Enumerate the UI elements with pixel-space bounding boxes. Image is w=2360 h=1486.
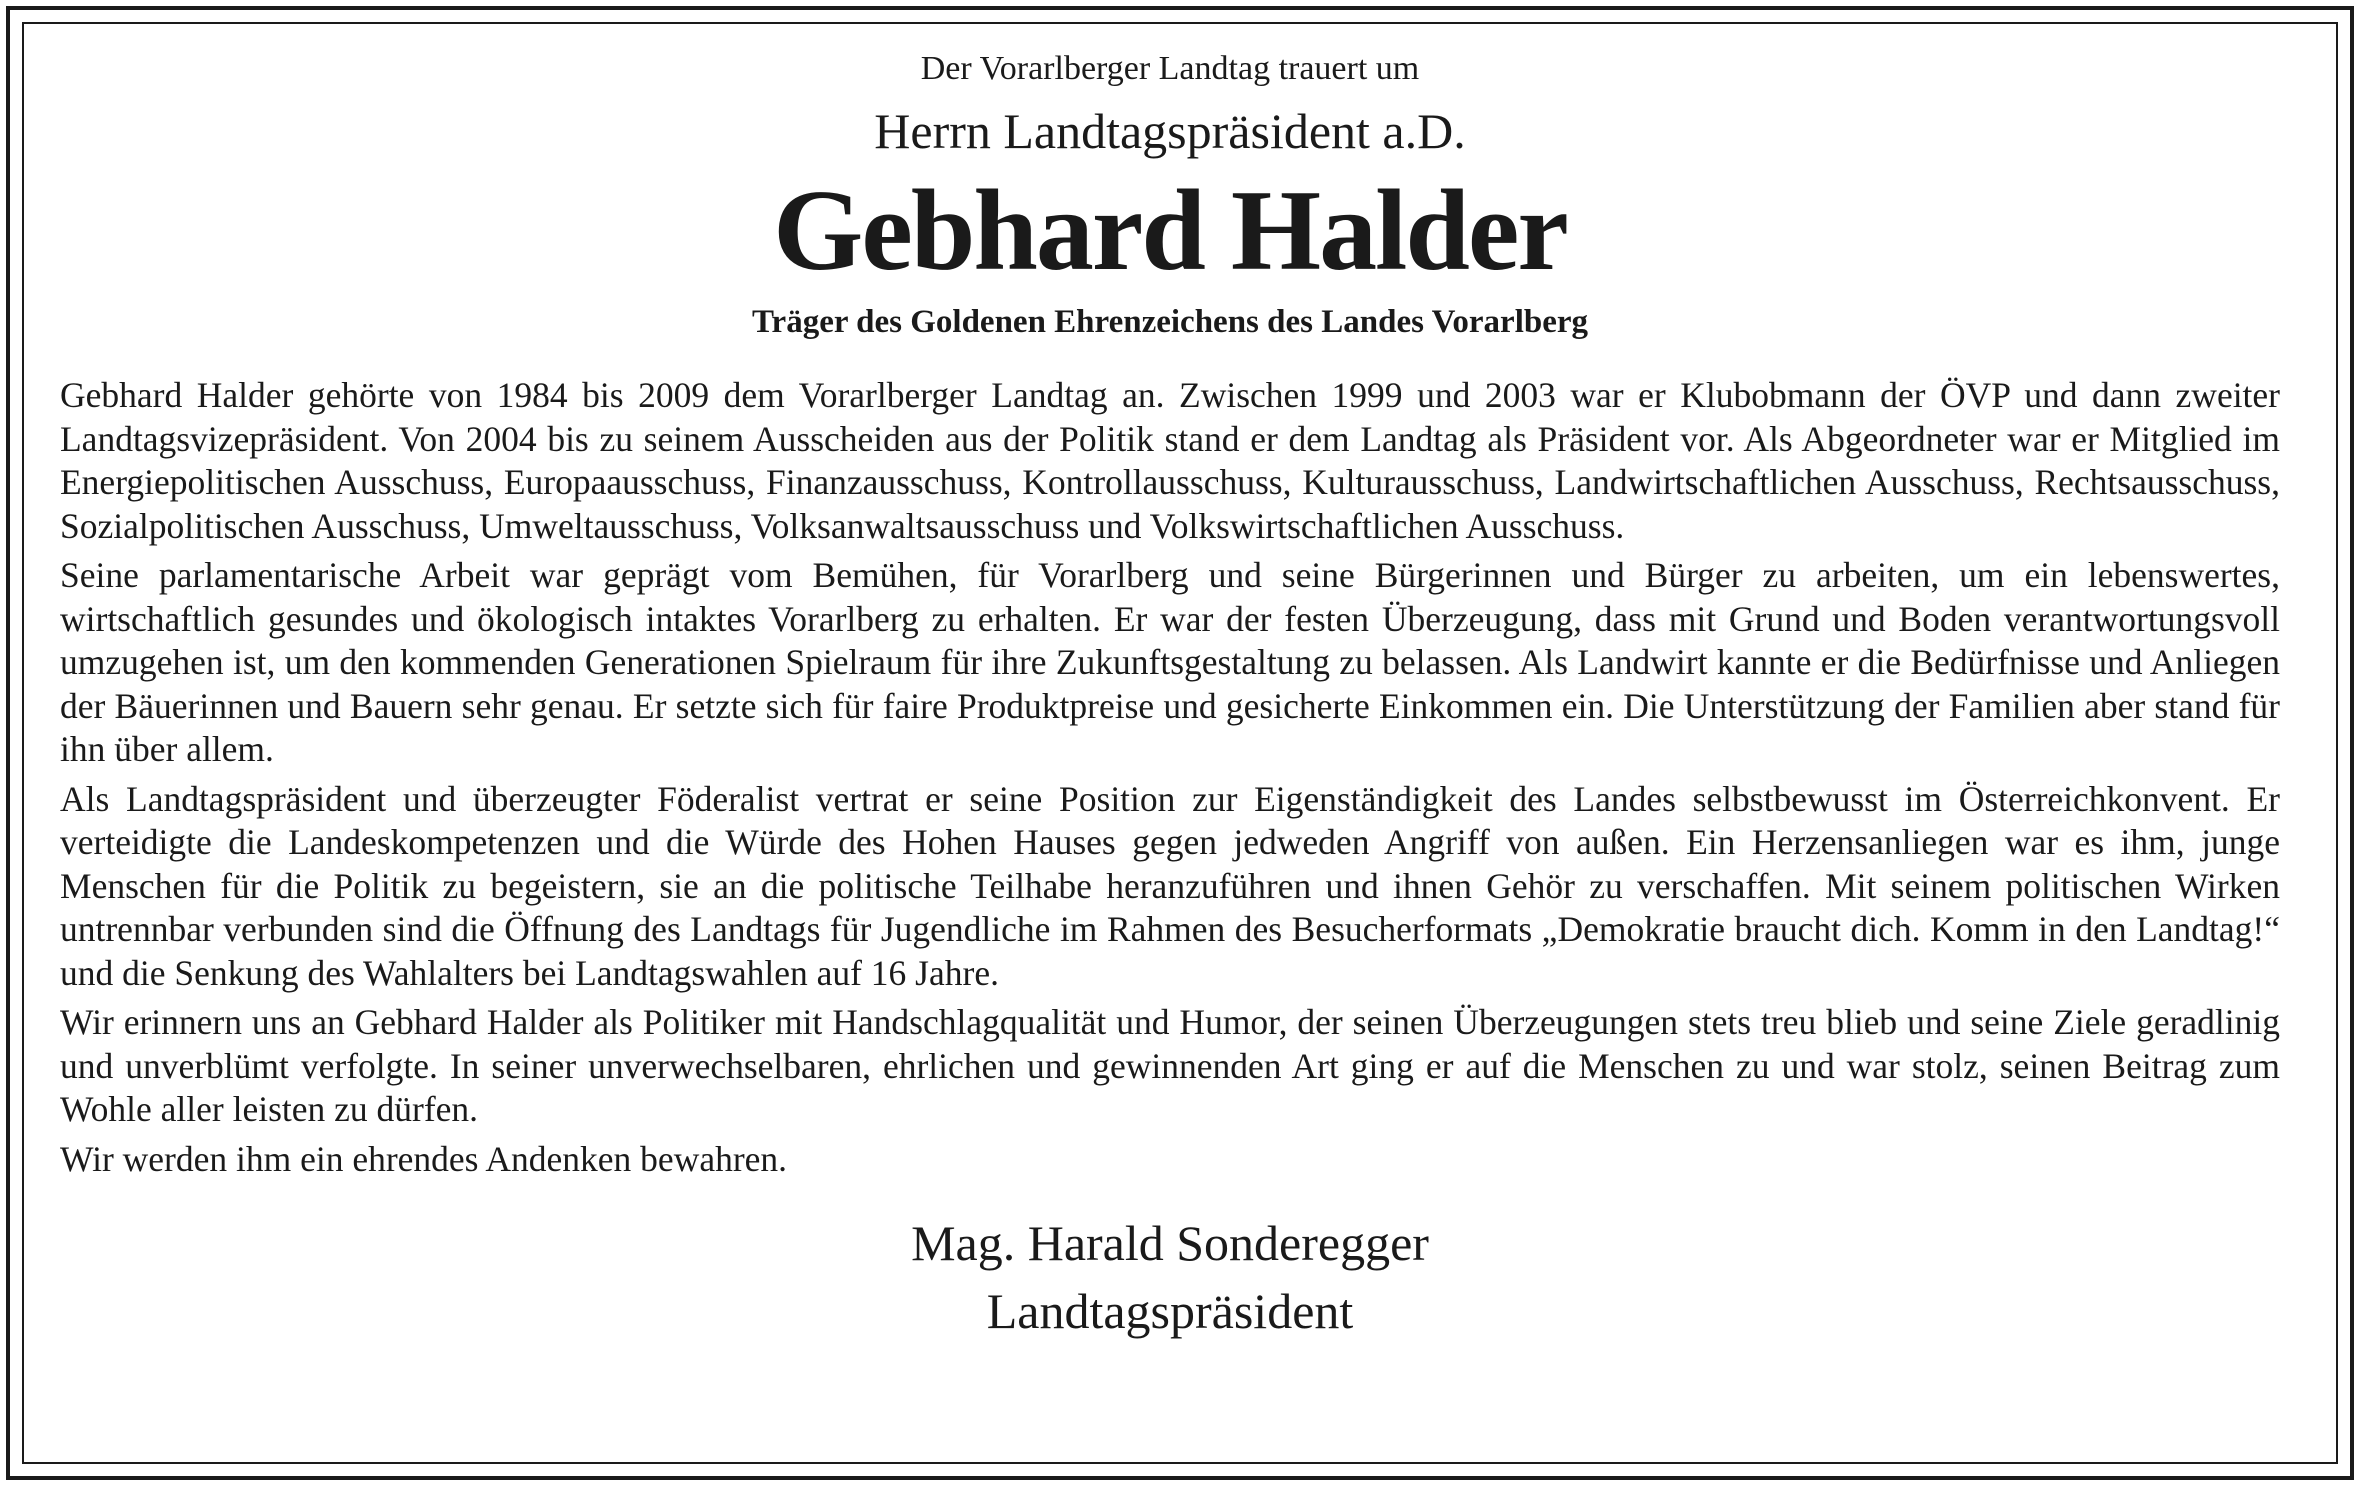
obituary-body	[60, 374, 2280, 1181]
signatory-title: Landtagspräsident	[986, 1283, 1354, 1339]
deceased-name: Gebhard Halder	[773, 167, 1567, 295]
intro-line: Der Vorarlberger Landtag trauert um	[920, 50, 1420, 87]
award-line: Träger des Goldenen Ehrenzeichens des Landes Vorarlberg	[751, 304, 1589, 340]
signatory-name: Mag. Harald Sonderegger	[911, 1215, 1429, 1271]
paragraph-presidency: Als Landtagspräsident und überzeugter Föderalist vertrat er seine Position zur Eigenständigkeit des Landes selbstbewusst im Österreichkonvent. Er verteidigte die Landeskompetenzen und die Würde des Hohen Hauses gegen jedweden Angriff von außen. Ein Herzensanliegen war es ihm, junge Menschen für die Politik zu begeistern, sie an die politische Teilhabe heranzuführen und ihnen Gehör zu verschaffen. Mit seinem politischen Wirken untrennbar verbunden sind die Öffnung des Landtags für Jugendliche im Rahmen des Besucherformats „Demokratie braucht dich. Komm in den Landtag!“ und die Senkung des Wahlalters bei Landtagswahlen auf 16 Jahre.	[60, 778, 2280, 993]
paragraph-closing: Wir werden ihm ein ehrendes Andenken bewahren.	[60, 1138, 788, 1179]
paragraph-remembrance: Wir erinnern uns an Gebhard Halder als Politiker mit Handschlagqualität und Humor, der seinen Überzeugungen stets treu blieb und seine Ziele geradlinig und unverblümt verfolgte. In seiner unverwechselbaren, ehrlichen und gewinnenden Art ging er auf die Menschen zu und war stolz, seinen Beitrag zum Wohle aller leisten zu dürfen.	[60, 1002, 2280, 1129]
honorific-title: Herrn Landtagspräsident a.D.	[874, 103, 1466, 159]
obituary-content	[60, 40, 2280, 1345]
paragraph-work: Seine parlamentarische Arbeit war geprägt vom Bemühen, für Vorarlberg und seine Bürgerinnen und Bürger zu arbeiten, um ein lebenswertes, wirtschaftlich gesundes und ökologisch intaktes Vorarlberg zu erhalten. Er war der festen Überzeugung, dass mit Grund und Boden verantwortungsvoll umzugehen ist, um den kommenden Generationen Spielraum für ihre Zukunftsgestaltung zu belassen. Als Landwirt kannte er die Bedürfnisse und Anliegen der Bäuerinnen und Bauern sehr genau. Er setzte sich für faire Produktpreise und gesicherte Einkommen ein. Die Unterstützung der Familien aber stand für ihn über allem.	[60, 555, 2280, 769]
signature-block	[60, 1209, 2280, 1345]
paragraph-career: Gebhard Halder gehörte von 1984 bis 2009 dem Vorarlberger Landtag an. Zwischen 1999 und 2003 war er Klubobmann der ÖVP und dann zweiter Landtagsvizepräsident. Von 2004 bis zu seinem Ausscheiden aus der Politik stand er dem Landtag als Präsident vor. Als Abgeordneter war er Mitglied im Energiepolitischen Ausschuss, Europaausschuss, Finanzausschuss, Kontrollausschuss, Kulturausschuss, Landwirtschaftlichen Ausschuss, Rechtsausschuss, Sozialpolitischen Ausschuss, Umweltausschuss, Volksanwaltsausschuss und Volkswirtschaftlichen Ausschuss.	[60, 375, 2280, 546]
